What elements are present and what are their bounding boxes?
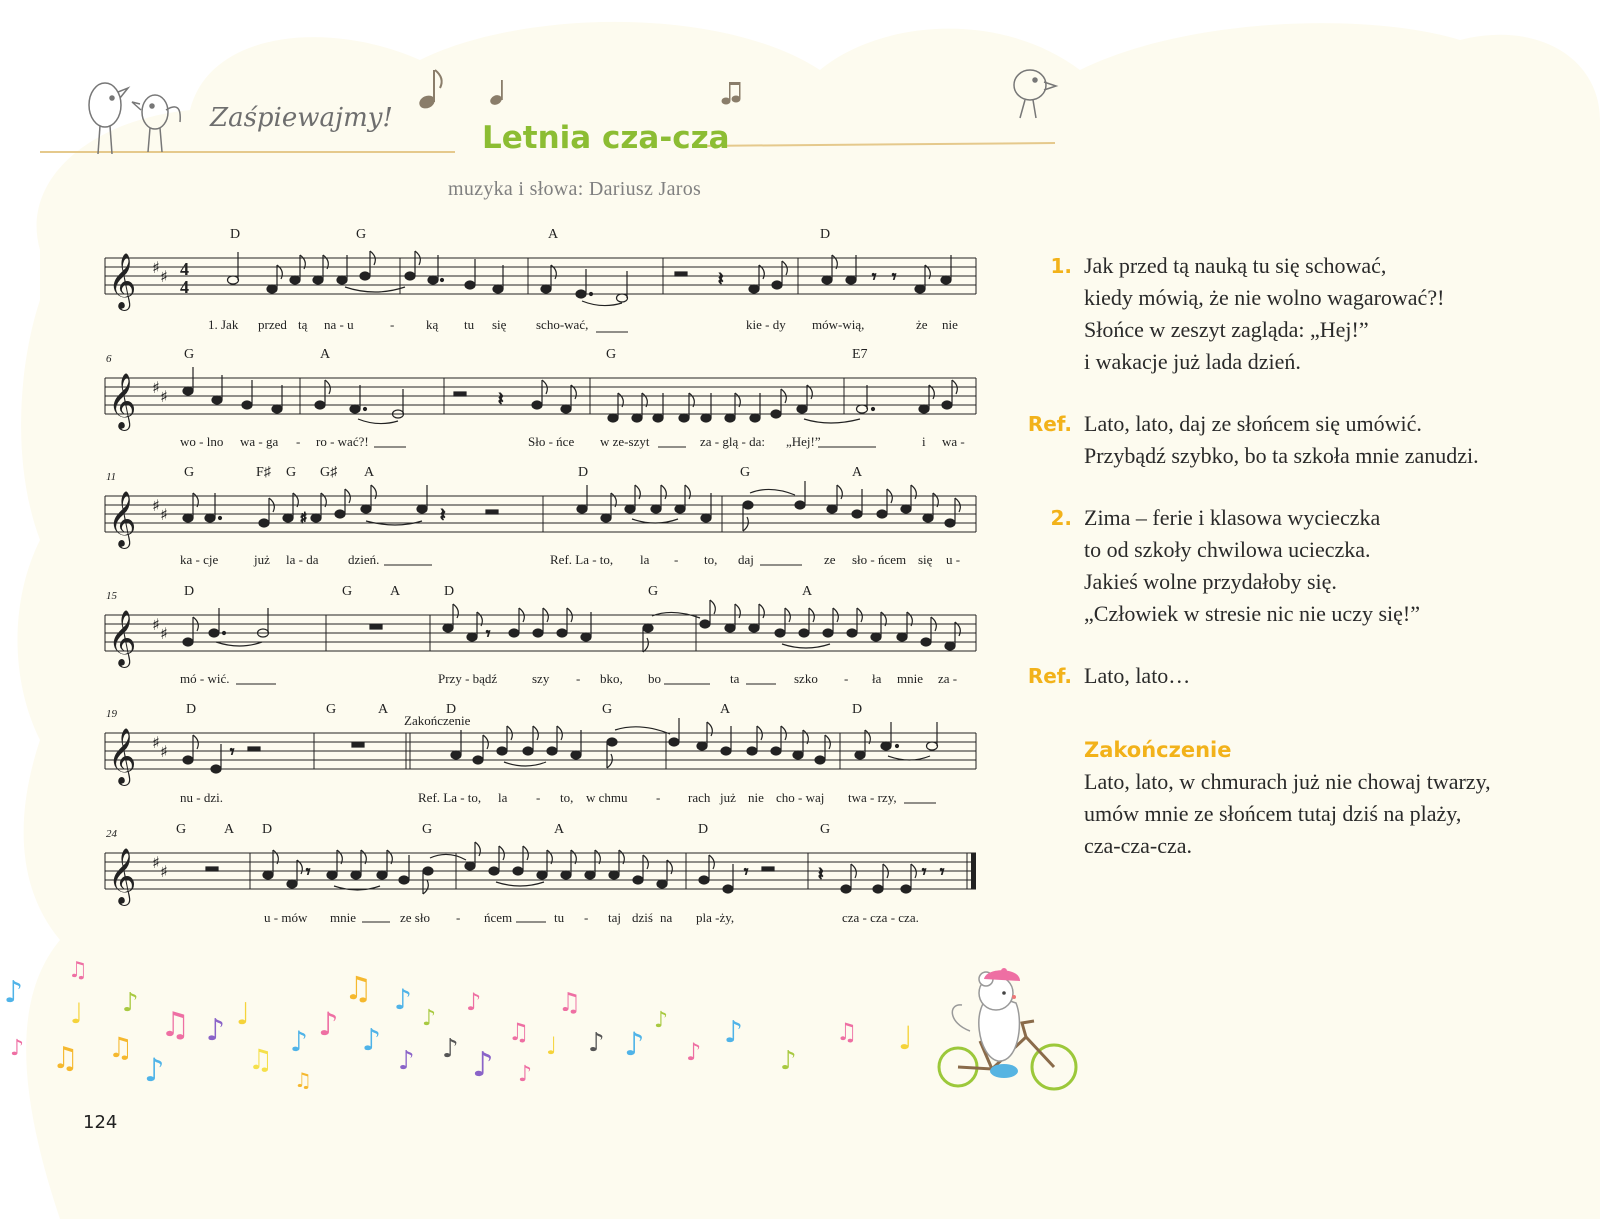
- coda-block: [1020, 734, 1560, 862]
- music-note-icon: ♪: [624, 1025, 645, 1063]
- lyric-syllable: ła: [872, 671, 882, 686]
- chord-symbol: A: [364, 465, 375, 480]
- music-note-icon: ♪: [466, 988, 482, 1016]
- chord-symbol: D: [446, 702, 457, 717]
- lyric-syllable: że: [916, 317, 928, 332]
- lyric-syllable: -: [844, 671, 849, 686]
- svg-text:♯: ♯: [160, 267, 168, 286]
- chord-symbol: A: [390, 584, 401, 599]
- verse-label: Ref.: [1027, 664, 1072, 688]
- chord-symbol: A: [320, 347, 331, 362]
- lyric-syllable: Ref. La - to,: [550, 552, 614, 567]
- verse-line: kiedy mówią, że nie wolno wagarować?!: [1084, 285, 1445, 310]
- lyric-syllable: pla -ży,: [696, 910, 735, 925]
- lyric-syllable: i: [922, 434, 926, 449]
- lyric-syllable: bko,: [600, 671, 623, 686]
- lyric-syllable: kie - dy: [746, 317, 786, 332]
- music-note-icon: ♪: [518, 1062, 533, 1087]
- music-note-icon: ♪: [144, 1051, 165, 1089]
- chord-symbol: G♯: [320, 465, 338, 480]
- treble-clef-icon: 𝄞: [108, 848, 137, 904]
- section-marking: Zakończenie: [404, 713, 471, 728]
- lyric-syllable: la: [640, 552, 650, 567]
- music-note-icon: ♩: [236, 997, 251, 1032]
- chord-symbol: G: [356, 227, 367, 242]
- chord-symbol: D: [820, 227, 831, 242]
- lyric-syllable: -: [674, 552, 679, 567]
- music-note-icon: ♩: [70, 997, 84, 1030]
- lyric-syllable: -: [456, 910, 461, 925]
- lyric-syllable: już: [720, 790, 736, 805]
- svg-text:♯: ♯: [160, 742, 168, 761]
- music-note-icon: ♪: [362, 1023, 382, 1058]
- music-note-icon: ♩: [546, 1032, 558, 1060]
- chord-symbol: G: [820, 822, 831, 837]
- svg-text:𝄾: 𝄾: [230, 742, 235, 761]
- music-note-icon: ♩: [898, 1019, 914, 1057]
- lyric-syllable: nie: [942, 317, 958, 332]
- lyric-syllable: za - glą - da:: [700, 434, 765, 449]
- lyric-syllable: na - u: [324, 317, 354, 332]
- svg-text:♯: ♯: [160, 862, 168, 881]
- verse-label: Ref.: [1027, 412, 1072, 436]
- chord-symbol: G: [602, 702, 613, 717]
- svg-text:♯: ♯: [160, 387, 168, 406]
- chord-symbol: G: [176, 822, 187, 837]
- chord-symbol: G: [422, 822, 433, 837]
- verse-block: [1020, 502, 1560, 630]
- music-notes-decoration: [0, 960, 960, 1100]
- music-note-icon: ♪: [442, 1034, 459, 1064]
- verse-line: i wakacje już lada dzień.: [1084, 349, 1301, 374]
- lyric-syllable: -: [390, 317, 395, 332]
- svg-text:♯: ♯: [152, 853, 160, 872]
- lyric-syllable: mó - wić.: [180, 671, 230, 686]
- lyric-syllable: twa - rzy,: [848, 790, 897, 805]
- lyric-syllable: wa -: [942, 434, 965, 449]
- music-note-icon: ♫: [344, 969, 373, 1007]
- measure-number: 6: [106, 353, 112, 365]
- page-number: 124: [83, 1112, 118, 1133]
- chord-symbol: G: [286, 465, 297, 480]
- lyric-syllable: wa - ga: [240, 434, 279, 449]
- lyric-syllable: -: [576, 671, 581, 686]
- verse-line: Słońce w zeszyt zagląda: „Hej!”: [1084, 317, 1369, 342]
- chord-symbol: A: [224, 822, 235, 837]
- lyric-syllable: la: [498, 790, 508, 805]
- chord-symbol: A: [802, 584, 813, 599]
- music-note-icon: ♫: [52, 1041, 79, 1076]
- verse-line: Jakieś wolne przydałoby się.: [1084, 569, 1337, 594]
- key-signature-icon: ♯: [152, 258, 160, 277]
- treble-clef-icon: 𝄞: [108, 253, 137, 309]
- lyric-syllable: mnie: [897, 671, 923, 686]
- music-note-icon: ♪: [318, 1005, 339, 1043]
- lyric-syllable: mnie: [330, 910, 356, 925]
- music-note-icon: ♪: [422, 1006, 437, 1031]
- music-note-icon: ♫: [508, 1018, 530, 1046]
- svg-text:𝄾: 𝄾: [922, 862, 927, 881]
- lyric-syllable: w chmu: [586, 790, 628, 805]
- lyric-syllable: ze: [824, 552, 836, 567]
- svg-text:𝄾: 𝄾: [940, 862, 945, 881]
- svg-text:𝄾: 𝄾: [744, 862, 749, 881]
- lyric-syllable: -: [584, 910, 589, 925]
- coda-line: cza-cza-cza.: [1084, 833, 1193, 858]
- mouse-character-icon: [930, 965, 1090, 1105]
- verse-line: „Człowiek w stresie nic nie uczy się!”: [1084, 601, 1420, 626]
- chord-symbol: D: [444, 584, 455, 599]
- lyric-syllable: się: [492, 317, 507, 332]
- chord-symbol: G: [648, 584, 659, 599]
- lyric-syllable: za -: [938, 671, 958, 686]
- svg-text:4: 4: [180, 277, 189, 297]
- song-credits: muzyka i słowa: Dariusz Jaros: [448, 178, 702, 200]
- svg-text:𝄽: 𝄽: [440, 505, 446, 526]
- music-note-icon: ♪: [398, 1046, 415, 1076]
- svg-text:♯: ♯: [152, 496, 160, 515]
- chord-symbol: A: [720, 702, 731, 717]
- svg-text:♯: ♯: [152, 378, 160, 397]
- chord-symbol: G: [184, 347, 195, 362]
- measure-number: 11: [106, 471, 117, 483]
- lyric-syllable: się: [918, 552, 933, 567]
- music-note-icon: ♪: [290, 1025, 308, 1058]
- chord-symbol: D: [186, 702, 197, 717]
- lyric-syllable: cza - cza - cza.: [842, 910, 919, 925]
- lyric-syllable: wo - lno: [180, 434, 224, 449]
- lyric-syllable: -: [656, 790, 661, 805]
- chord-symbol: G: [740, 465, 751, 480]
- verse-line: Przybądź szybko, bo ta szkoła mnie zanudzi.: [1084, 443, 1479, 468]
- chord-symbol: G: [342, 584, 353, 599]
- svg-text:𝄾: 𝄾: [486, 624, 491, 643]
- measure-number: 24: [106, 828, 117, 840]
- music-note-icon: ♫: [248, 1043, 274, 1076]
- section-label: Zaśpiewajmy!: [210, 103, 393, 133]
- chord-symbol: D: [230, 227, 241, 242]
- lyric-syllable: szko: [794, 671, 818, 686]
- lyric-syllable: daj: [738, 552, 754, 567]
- music-note-icon: ♫: [160, 1005, 191, 1045]
- lyric-syllable: ką: [426, 317, 439, 332]
- lyric-syllable: Sło - ńce: [528, 434, 575, 449]
- music-note-icon: ♪: [780, 1046, 797, 1076]
- coda-title: Zakończenie: [1084, 738, 1232, 762]
- chord-symbol: A: [378, 702, 389, 717]
- chord-symbol: D: [852, 702, 863, 717]
- lyric-syllable: ro - wać?!: [316, 434, 369, 449]
- svg-text:𝄽: 𝄽: [818, 864, 824, 885]
- lyric-syllable: scho-wać,: [536, 317, 589, 332]
- treble-clef-icon: 𝄞: [108, 491, 137, 547]
- music-note-icon: ♪: [724, 1015, 744, 1050]
- chord-symbol: G: [184, 465, 195, 480]
- chord-symbol: G: [326, 702, 337, 717]
- treble-clef-icon: 𝄞: [108, 373, 137, 429]
- lyric-syllable: nie: [748, 790, 764, 805]
- lyric-syllable: dziś: [632, 910, 653, 925]
- music-note-icon: ♪: [654, 1008, 669, 1033]
- lyric-syllable: nu - dzi.: [180, 790, 223, 805]
- verse-label: 1.: [1050, 254, 1072, 278]
- verse-line: Lato, lato, daj ze słońcem się umówić.: [1084, 411, 1422, 436]
- verse-line: Lato, lato…: [1084, 663, 1191, 688]
- music-note-icon: ♪: [588, 1028, 605, 1058]
- music-note-icon: ♪: [394, 983, 412, 1016]
- lyric-syllable: ze sło: [400, 910, 430, 925]
- music-note-icon: ♫: [108, 1031, 134, 1064]
- measure-number: 15: [106, 590, 117, 602]
- lyric-syllable: dzień.: [348, 552, 380, 567]
- lyric-syllable: tu: [464, 317, 475, 332]
- chord-symbol: A: [554, 822, 565, 837]
- music-note-icon: ♪: [206, 1013, 226, 1048]
- lyric-syllable: przed: [258, 317, 287, 332]
- music-note-icon: ♫: [558, 988, 582, 1018]
- lyric-syllable: 1. Jak: [208, 317, 239, 332]
- lyric-syllable: rach: [688, 790, 711, 805]
- lyric-syllable: Ref. La - to,: [418, 790, 482, 805]
- svg-text:𝄾: 𝄾: [306, 862, 311, 881]
- chord-symbol: D: [578, 465, 589, 480]
- lyric-syllable: taj: [608, 910, 621, 925]
- music-note-icon: ♪: [122, 988, 139, 1018]
- svg-text:𝄾: 𝄾: [872, 267, 877, 286]
- song-title: Letnia cza-cza: [482, 120, 730, 156]
- svg-text:♯: ♯: [160, 624, 168, 643]
- lyric-syllable: -: [296, 434, 301, 449]
- music-note-icon: ♪: [10, 1036, 25, 1061]
- music-note-icon: ♪: [686, 1038, 702, 1066]
- time-signature: 4: [180, 259, 189, 279]
- measure-number: 19: [106, 708, 117, 720]
- lyric-syllable: to,: [704, 552, 718, 567]
- lyric-syllable: sło - ńcem: [852, 552, 907, 567]
- coda-line: umów mnie ze słońcem tutaj dziś na plaży,: [1084, 801, 1462, 826]
- lyric-syllable: ka - cje: [180, 552, 219, 567]
- svg-text:𝄾: 𝄾: [892, 267, 897, 286]
- verses-column: [1020, 250, 1560, 892]
- svg-text:𝄽: 𝄽: [718, 269, 724, 290]
- chord-symbol: A: [548, 227, 559, 242]
- coda-line: Lato, lato, w chmurach już nie chowaj twarzy,: [1084, 769, 1491, 794]
- treble-clef-icon: 𝄞: [108, 610, 137, 666]
- verse-block: [1020, 250, 1560, 378]
- verse-label: 2.: [1050, 506, 1072, 530]
- lyric-syllable: tu: [554, 910, 565, 925]
- refrain-block: [1020, 408, 1560, 472]
- chord-symbol: E7: [852, 347, 868, 362]
- music-note-icon: ♫: [836, 1018, 858, 1046]
- treble-clef-icon: 𝄞: [108, 728, 137, 784]
- lyric-syllable: mów-wią,: [812, 317, 865, 332]
- lyric-syllable: bo: [648, 671, 661, 686]
- svg-text:♯: ♯: [152, 615, 160, 634]
- svg-text:♯: ♯: [160, 505, 168, 524]
- chord-symbol: D: [698, 822, 709, 837]
- lyric-syllable: to,: [560, 790, 574, 805]
- lyric-syllable: na: [660, 910, 673, 925]
- svg-text:♯: ♯: [152, 733, 160, 752]
- music-note-icon: ♫: [294, 1068, 312, 1092]
- lyric-syllable: tą: [298, 317, 308, 332]
- svg-text:♯: ♯: [300, 509, 308, 527]
- lyric-syllable: -: [536, 790, 541, 805]
- chord-symbol: F♯: [256, 465, 271, 480]
- svg-text:𝄽: 𝄽: [498, 389, 504, 410]
- lyric-syllable: Przy - bądź: [438, 671, 498, 686]
- lyric-syllable: la - da: [286, 552, 319, 567]
- verse-line: Jak przed tą nauką tu się schować,: [1084, 253, 1387, 278]
- lyric-syllable: „Hej!”: [786, 434, 821, 449]
- lyric-syllable: w ze-szyt: [600, 434, 650, 449]
- chord-symbol: D: [262, 822, 273, 837]
- lyric-syllable: ńcem: [484, 910, 513, 925]
- verse-line: to od szkoły chwilowa ucieczka.: [1084, 537, 1371, 562]
- music-note-icon: ♪: [472, 1045, 494, 1085]
- music-note-icon: ♪: [4, 975, 24, 1010]
- lyric-syllable: cho - waj: [776, 790, 825, 805]
- refrain-block: [1020, 660, 1560, 692]
- chord-symbol: A: [852, 465, 863, 480]
- music-note-icon: ♫: [68, 958, 88, 983]
- chord-symbol: G: [606, 347, 617, 362]
- lyric-syllable: już: [254, 552, 270, 567]
- lyric-syllable: ta: [730, 671, 740, 686]
- lyric-syllable: szy: [532, 671, 550, 686]
- lyric-syllable: u -: [946, 552, 961, 567]
- chord-symbol: D: [184, 584, 195, 599]
- lyric-syllable: u - mów: [264, 910, 308, 925]
- verse-line: Zima – ferie i klasowa wycieczka: [1084, 505, 1381, 530]
